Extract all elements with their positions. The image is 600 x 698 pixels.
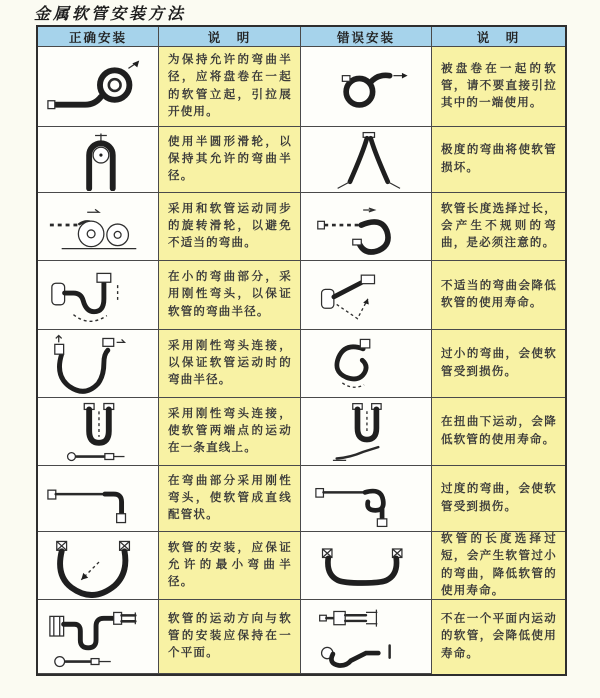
wrong-desc-cell: 不在一个平面内运动的软管，会降低使用寿命。 bbox=[432, 600, 565, 674]
correct-desc-cell: 在弯曲部分采用刚性弯头，使软管成直线配管状。 bbox=[159, 466, 301, 532]
minimum-bend-radius-u-illustration bbox=[44, 534, 152, 598]
header-wrong-installation: 错误安装 bbox=[301, 27, 432, 47]
straight-pipe-elbow-illustration bbox=[44, 468, 152, 530]
improper-bend-illustration bbox=[314, 263, 418, 327]
header-correct-installation: 正确安装 bbox=[38, 27, 159, 47]
wrong-image-cell bbox=[301, 330, 432, 398]
correct-desc-cell: 采用和软管运动同步的旋转滑轮，以避免不适当的弯曲。 bbox=[159, 193, 301, 261]
wrong-image-cell bbox=[301, 47, 432, 127]
wrong-desc-cell: 在扭曲下运动，会降低软管的使用寿命。 bbox=[432, 398, 565, 466]
synchronized-rollers-illustration bbox=[44, 197, 152, 257]
correct-desc-cell: 为保持允许的弯曲半径，应将盘卷在一起的软管立起，引拉展开使用。 bbox=[159, 47, 301, 127]
pulled-coil-illustration bbox=[314, 55, 418, 119]
twisted-u-bend-illustration bbox=[314, 400, 418, 464]
semicircular-pulley-illustration bbox=[44, 129, 152, 191]
extreme-bend-illustration bbox=[314, 129, 418, 191]
wrong-desc-cell: 软管长度选择过长，会产生不规则的弯曲，是必须注意的。 bbox=[432, 193, 565, 261]
header-description-2: 说 明 bbox=[432, 27, 565, 47]
out-of-plane-motion-illustration bbox=[314, 602, 418, 672]
correct-image-cell bbox=[38, 261, 159, 330]
rigid-elbow-connection-illustration bbox=[44, 332, 152, 396]
wrong-image-cell bbox=[301, 532, 432, 600]
wrong-desc-cell: 被盘卷在一起的软管，请不要直接引拉其中的一端使用。 bbox=[432, 47, 565, 127]
wrong-desc-cell: 过小的弯曲，会使软管受到损伤。 bbox=[432, 330, 565, 398]
too-small-bend-illustration bbox=[314, 332, 418, 396]
wrong-image-cell bbox=[301, 127, 432, 193]
page-title: 金属软管安装方法 bbox=[34, 4, 187, 23]
installation-table bbox=[36, 25, 567, 676]
inline-endpoints-u-bend-illustration bbox=[44, 400, 152, 464]
correct-image-cell bbox=[38, 466, 159, 532]
wrong-desc-cell: 极度的弯曲将使软管损坏。 bbox=[432, 127, 565, 193]
excessive-bend-curl-illustration bbox=[314, 468, 418, 530]
rigid-elbow-small-bend-illustration bbox=[44, 263, 152, 327]
correct-image-cell bbox=[38, 193, 159, 261]
wrong-image-cell bbox=[301, 466, 432, 532]
wrong-desc-cell: 不适当的弯曲会降低软管的使用寿命。 bbox=[432, 261, 565, 330]
wrong-desc-cell: 过度的弯曲，会使软管受到损伤。 bbox=[432, 466, 565, 532]
single-plane-motion-illustration bbox=[44, 602, 152, 672]
correct-desc-cell: 软管的安装，应保证允许的最小弯曲半径。 bbox=[159, 532, 301, 600]
header-description-1: 说 明 bbox=[159, 27, 301, 47]
wrong-image-cell bbox=[301, 193, 432, 261]
correct-desc-cell: 使用半圆形滑轮，以保持其允许的弯曲半径。 bbox=[159, 127, 301, 193]
wrong-image-cell bbox=[301, 600, 432, 674]
correct-image-cell bbox=[38, 330, 159, 398]
correct-image-cell bbox=[38, 47, 159, 127]
correct-desc-cell: 软管的运动方向与软管的安装应保持在一个平面。 bbox=[159, 600, 301, 674]
correct-desc-cell: 采用刚性弯头连接，使软管两端点的运动在一条直线上。 bbox=[159, 398, 301, 466]
wrong-desc-cell: 软管的长度选择过短，会产生软管过小的弯曲，降低软管的使用寿命。 bbox=[432, 532, 565, 600]
correct-image-cell bbox=[38, 398, 159, 466]
correct-desc-cell: 采用刚性弯头连接，以保证软管运动时的弯曲半径。 bbox=[159, 330, 301, 398]
correct-image-cell bbox=[38, 600, 159, 674]
short-hose-flat-u-illustration bbox=[314, 534, 418, 598]
wrong-image-cell bbox=[301, 261, 432, 330]
correct-desc-cell: 在小的弯曲部分，采用刚性弯头，以保证软管的弯曲半径。 bbox=[159, 261, 301, 330]
wrong-image-cell bbox=[301, 398, 432, 466]
correct-image-cell bbox=[38, 127, 159, 193]
uncoiled-standing-coil-illustration bbox=[44, 55, 152, 119]
overlong-hose-loop-illustration bbox=[314, 197, 418, 257]
correct-image-cell bbox=[38, 532, 159, 600]
